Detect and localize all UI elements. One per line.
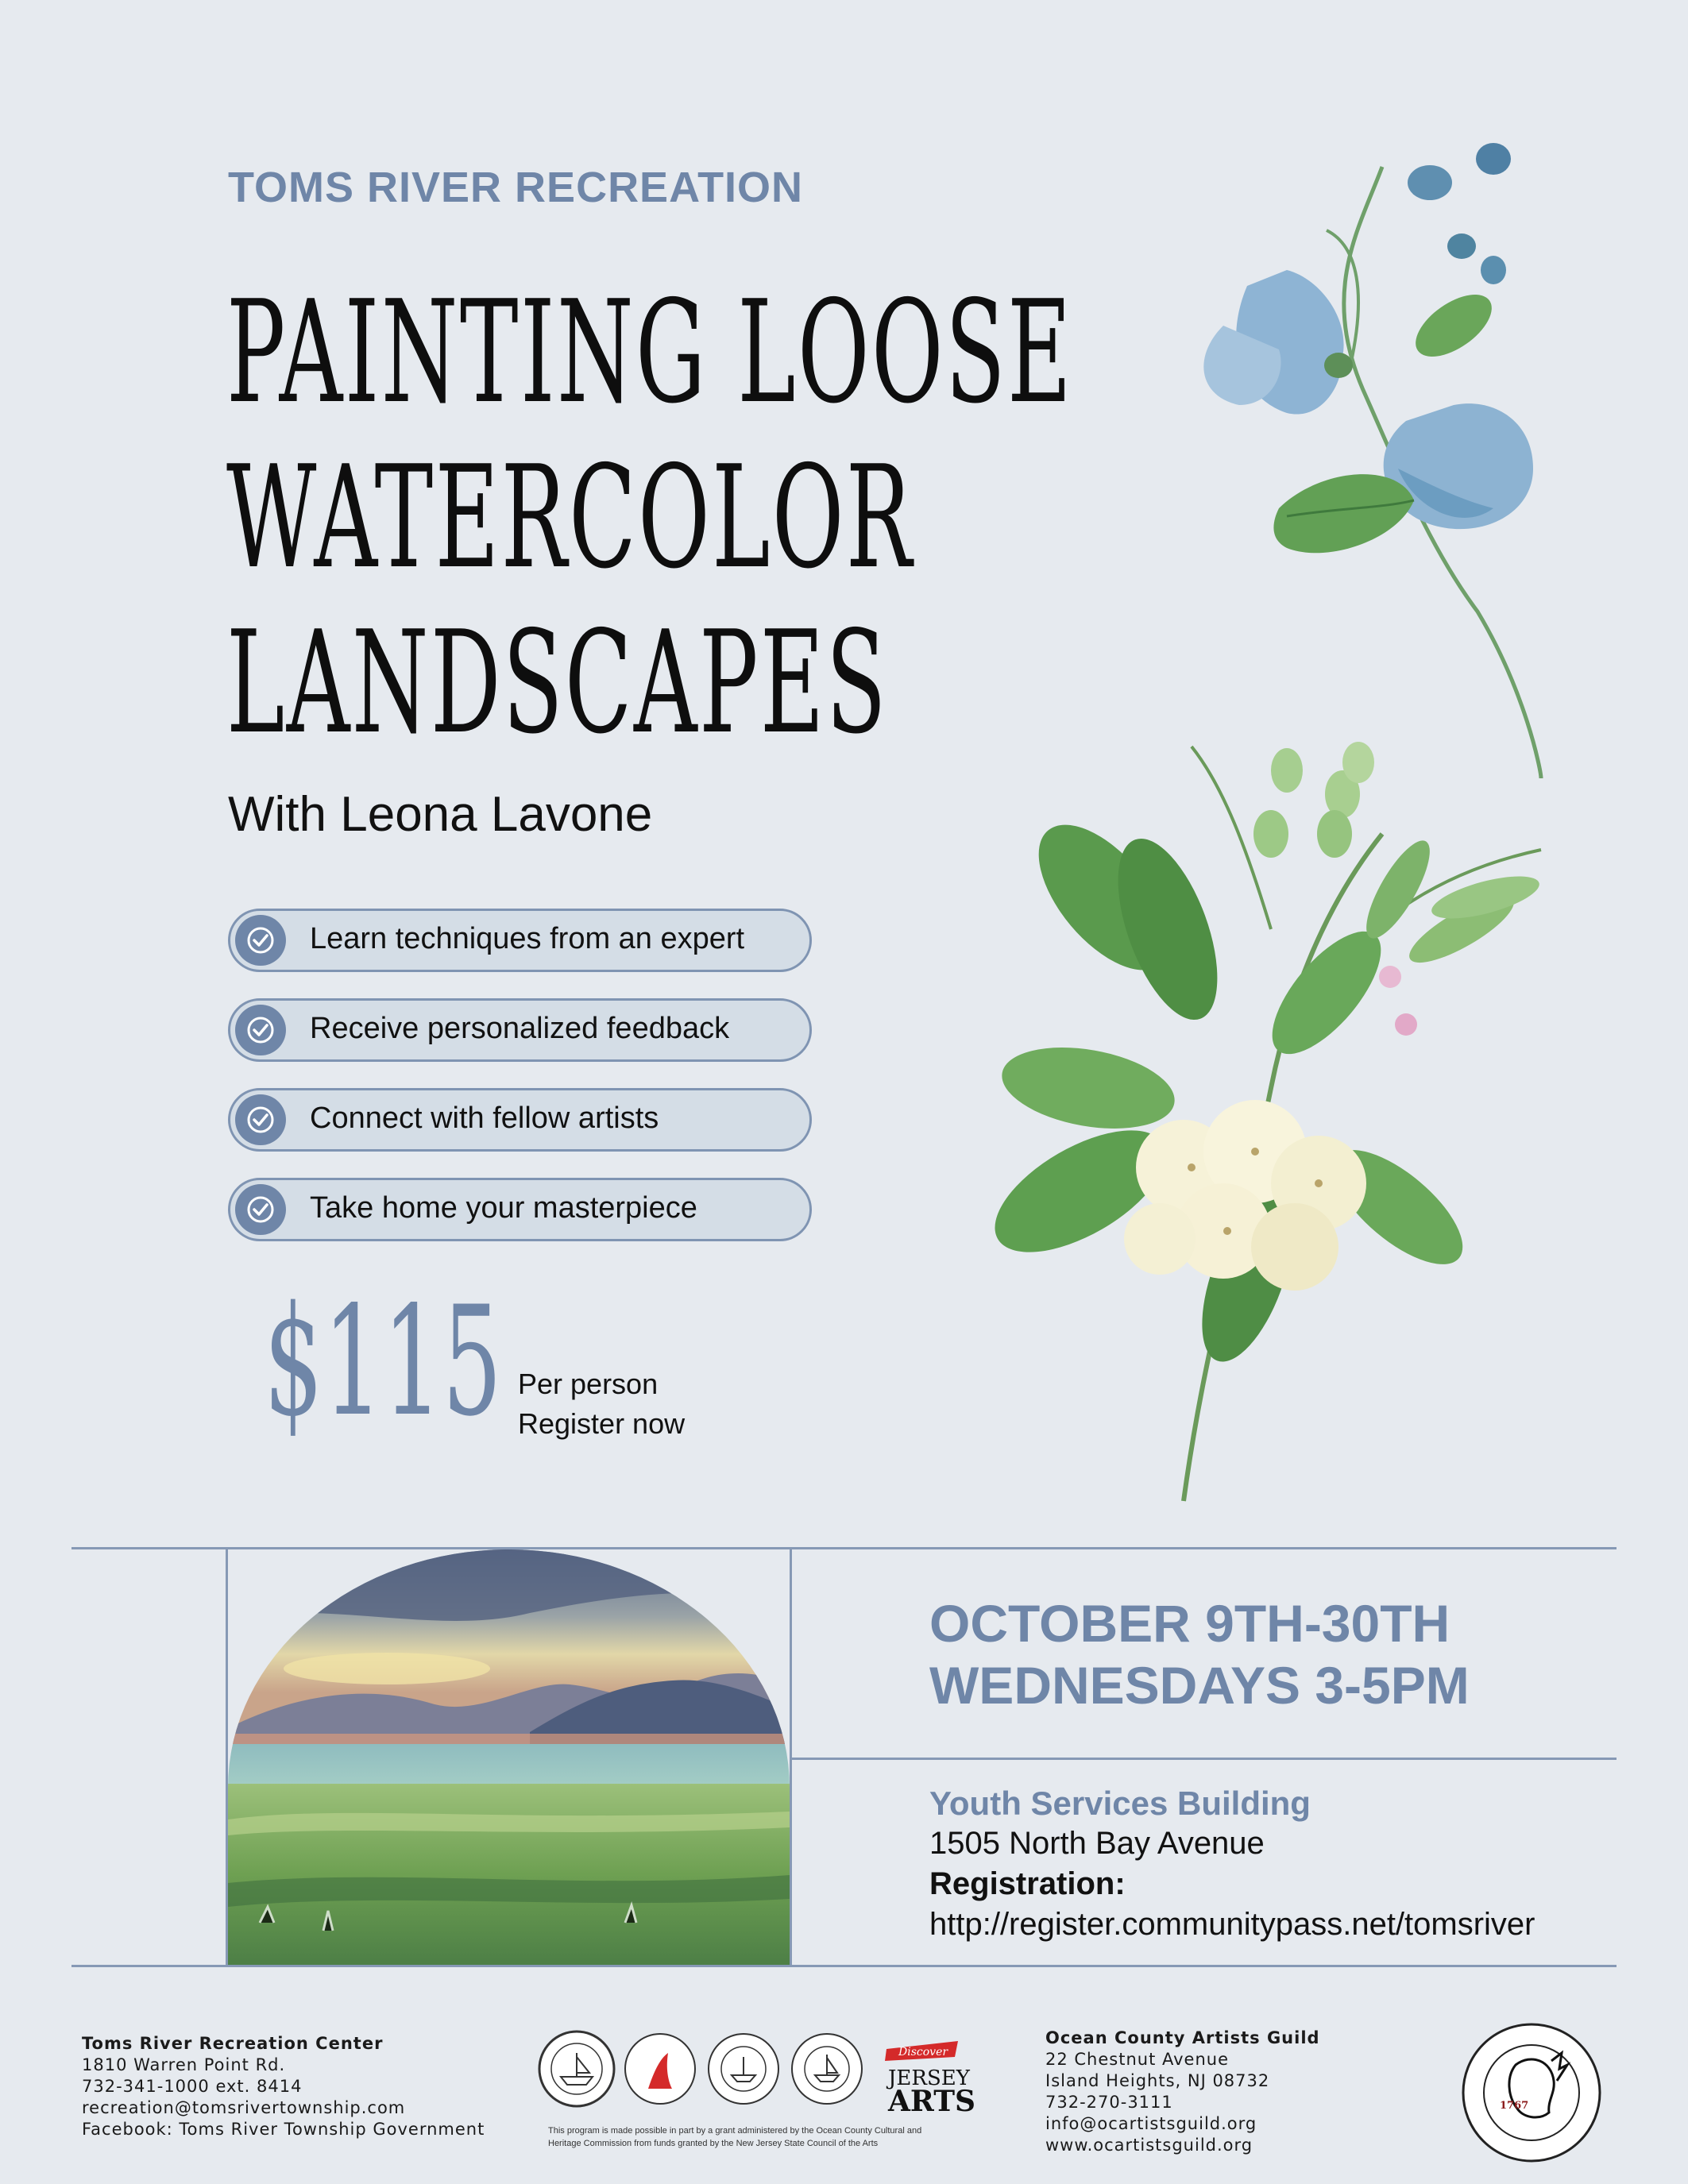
check-circle-icon bbox=[235, 915, 286, 966]
check-circle-icon bbox=[235, 1094, 286, 1145]
price-amount: $115 bbox=[264, 1274, 502, 1449]
footer-guild-email[interactable]: info@ocartistsguild.org bbox=[1045, 2114, 1257, 2133]
title-line-1: PAINTING LOOSE bbox=[226, 270, 1074, 434]
price-per-person: Per person bbox=[518, 1368, 659, 1400]
benefit-item bbox=[228, 1088, 812, 1152]
footer-guild-contact bbox=[1045, 2028, 1320, 2156]
title-line-2: WATERCOLOR bbox=[226, 435, 914, 600]
benefit-text: Learn techniques from an expert bbox=[310, 922, 745, 955]
footer-guild-address-1: 22 Chestnut Avenue bbox=[1045, 2050, 1230, 2069]
footer-recreation-contact bbox=[82, 2033, 485, 2140]
organization-name: TOMS RIVER RECREATION bbox=[228, 164, 804, 211]
blue-flower-sprig bbox=[1203, 143, 1541, 778]
township-seal-logo bbox=[1460, 2021, 1603, 2164]
instructor-name: With Leona Lavone bbox=[228, 787, 653, 842]
event-dates: OCTOBER 9TH-30TH bbox=[929, 1594, 1450, 1653]
event-schedule bbox=[929, 1592, 1470, 1716]
check-circle-icon bbox=[235, 1184, 286, 1235]
event-time: WEDNESDAYS 3-5PM bbox=[929, 1656, 1470, 1715]
venue-address: 1505 North Bay Avenue bbox=[929, 1826, 1265, 1861]
grant-disclaimer bbox=[548, 2124, 961, 2150]
divider-bottom bbox=[71, 1965, 1617, 1967]
svg-text:Discover: Discover bbox=[898, 2046, 948, 2059]
watercolor-flowers-illustration bbox=[985, 135, 1573, 1517]
sponsor-logos bbox=[537, 2029, 976, 2120]
discover-jersey-arts-logo bbox=[885, 2041, 975, 2118]
svg-text:JERSEY: JERSEY bbox=[888, 2066, 970, 2090]
svg-text:1767: 1767 bbox=[1500, 2100, 1529, 2112]
benefit-item bbox=[228, 998, 812, 1062]
grant-line-2: Heritage Commission from funds granted by the New Jersey State Council of the Arts bbox=[548, 2139, 879, 2148]
venue-name: Youth Services Building bbox=[929, 1785, 1311, 1822]
footer-recreation-name: Toms River Recreation Center bbox=[82, 2034, 384, 2053]
title-line-3: LANDSCAPES bbox=[226, 600, 888, 765]
check-circle-icon bbox=[235, 1005, 286, 1055]
footer-recreation-phone: 732-341-1000 ext. 8414 bbox=[82, 2077, 303, 2096]
white-flower-cluster bbox=[1124, 1100, 1366, 1291]
price-note bbox=[518, 1364, 685, 1444]
footer-guild-name: Ocean County Artists Guild bbox=[1045, 2028, 1320, 2047]
registration-link[interactable]: http://register.communitypass.net/tomsriver bbox=[929, 1907, 1535, 1942]
benefit-text: Connect with fellow artists bbox=[310, 1102, 659, 1135]
footer-recreation-facebook[interactable]: Facebook: Toms River Township Government bbox=[82, 2120, 485, 2139]
footer-recreation-email[interactable]: recreation@tomsrivertownship.com bbox=[82, 2098, 406, 2117]
divider-vertical-right bbox=[790, 1547, 792, 1966]
venue-info bbox=[929, 1783, 1535, 1945]
event-title bbox=[226, 270, 1074, 766]
registration-label: Registration: bbox=[929, 1866, 1126, 1901]
benefit-text: Take home your masterpiece bbox=[310, 1191, 697, 1225]
footer-guild-phone: 732-270-3111 bbox=[1045, 2093, 1173, 2112]
footer-guild-website[interactable]: www.ocartistsguild.org bbox=[1045, 2136, 1253, 2155]
cultural-heritage-seal-icon bbox=[709, 2034, 778, 2104]
benefit-text: Receive personalized feedback bbox=[310, 1012, 730, 1045]
footer-guild-address-2: Island Heights, NJ 08732 bbox=[1045, 2071, 1270, 2090]
divider-middle bbox=[790, 1758, 1617, 1760]
footer-recreation-address: 1810 Warren Point Rd. bbox=[82, 2055, 286, 2074]
green-bouquet bbox=[976, 742, 1543, 1501]
svg-text:ARTS: ARTS bbox=[888, 2085, 976, 2118]
watercolor-landscape-image bbox=[228, 1549, 790, 1965]
benefit-item bbox=[228, 1178, 812, 1241]
grant-line-1: This program is made possible in part by a grant administered by the Ocean County Cultural and bbox=[548, 2126, 922, 2136]
register-now-text: Register now bbox=[518, 1407, 686, 1440]
parks-recreation-seal-icon bbox=[792, 2034, 862, 2104]
ocean-county-seal-icon bbox=[539, 2032, 614, 2106]
benefit-item bbox=[228, 909, 812, 972]
est-1966-seal-icon bbox=[625, 2034, 695, 2104]
